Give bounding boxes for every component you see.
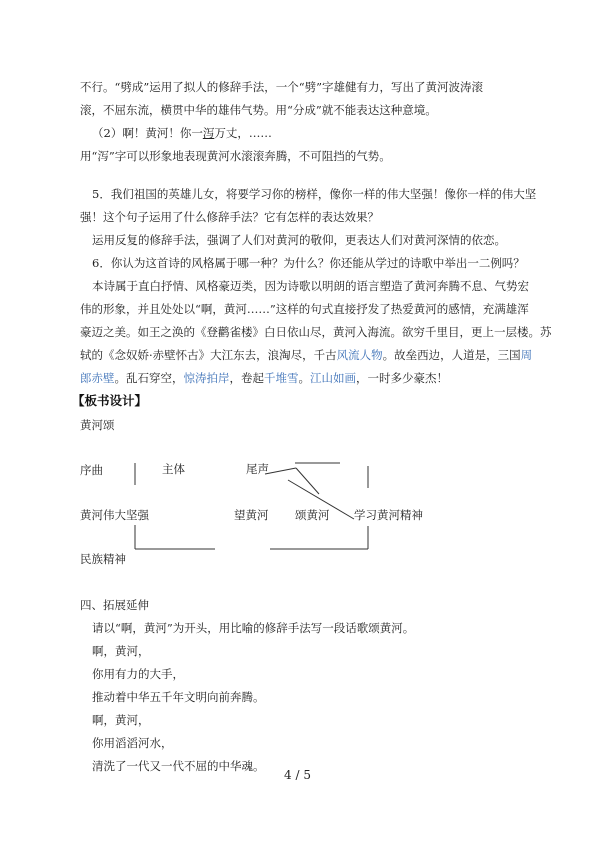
text-span: 。 <box>298 371 310 385</box>
board-praise: 颂黄河 <box>295 508 330 522</box>
poem-line: 啊，黄河， <box>92 713 150 727</box>
board-spirit: 民族精神 <box>80 552 126 566</box>
answer-5: 运用反复的修辞手法，强调了人们对黄河的敬仰，更表达人们对黄河深情的依恋。 <box>92 233 506 247</box>
section-4-instruction: 请以“啊，黄河”为开头，用比喻的修辞手法写一段话歌颂黄河。 <box>92 621 415 635</box>
question-5-line: 强！这个句子运用了什么修辞手法？它有怎样的表达效果？ <box>80 210 379 224</box>
text-span: 轼的《念奴娇·赤壁怀古》大江东去，浪淘尽，千古 <box>80 348 337 362</box>
text-line: 用“泻”字可以形象地表现黄河水滚滚奔腾，不可阻挡的气势。 <box>80 149 391 163</box>
answer-6-line: 本诗属于直白抒情、风格豪迈类，因为诗歌以明朗的语言塑造了黄河奔腾不息、气势宏 <box>92 279 529 293</box>
text-span: 。乱石穿空， <box>114 371 184 385</box>
board-prelude: 序曲 <box>80 463 103 477</box>
board-design-heading: 【板书设计】 <box>72 393 148 408</box>
connector-line <box>265 468 296 474</box>
underlined-char: 泻 <box>202 126 215 140</box>
text-span: ，一时多少豪杰！ <box>356 371 448 385</box>
link-jiangshan[interactable]: 江山如画 <box>310 371 356 385</box>
answer-6-line: 伟的形象，并且处处以“啊，黄河……”这样的句式直接抒发了热爱黄河的感情，充满雄浑 <box>80 302 529 316</box>
connector-line <box>296 468 319 494</box>
link-zhou[interactable]: 周 <box>520 348 533 362</box>
link-jingtao[interactable]: 惊涛拍岸 <box>183 371 230 385</box>
link-fengliu[interactable]: 风流人物 <box>336 348 383 362</box>
board-learn: 学习黄河精神 <box>354 508 423 522</box>
board-great: 黄河伟大坚强 <box>80 508 149 522</box>
link-qianduixue[interactable]: 千堆雪 <box>264 371 299 385</box>
board-title: 黄河颂 <box>80 418 115 432</box>
text-span: 。故垒西边，人道是，三国 <box>382 348 521 362</box>
poem-line: 清洗了一代又一代不屈的中华魂。 <box>92 759 265 773</box>
question-5-line: 5．我们祖国的英雄儿女，将要学习你的榜样，像你一样的伟大坚强！像你一样的伟大坚 <box>92 187 537 201</box>
board-main-body: 主体 <box>162 462 185 476</box>
page-number: 4 / 5 <box>284 768 311 782</box>
text-span: ，卷起 <box>229 371 264 385</box>
text-line: 滚，不屈东流，横贯中华的雄伟气势。用“分成”就不能表达这种意境。 <box>80 103 437 117</box>
section-4-heading: 四、拓展延伸 <box>80 598 149 612</box>
link-zhoulang[interactable]: 郎赤壁 <box>80 371 115 385</box>
question-6: 6．你认为这首诗的风格属于哪一种？为什么？你还能从学过的诗歌中举出一二例吗？ <box>92 256 525 270</box>
text-line: 不行。“劈成”运用了拟人的修辞手法，一个“劈”字雄健有力，写出了黄河波涛滚 <box>80 80 484 94</box>
poem-line: 你用滔滔河水， <box>92 736 173 750</box>
poem-line: 你用有力的大手， <box>92 667 184 681</box>
poem-line: 推动着中华五千年文明向前奔腾。 <box>92 690 265 704</box>
board-coda: 尾声 <box>246 462 269 476</box>
poem-line: 啊，黄河， <box>92 644 150 658</box>
quote-suffix: 万丈，…… <box>214 126 272 140</box>
answer-6-line: 豪迈之美。如王之涣的《登鹳雀楼》白日依山尽，黄河入海流。欲穷千里目，更上一层楼。苏 <box>80 325 552 339</box>
quote-prefix: （2）啊！黄河！你一 <box>92 126 203 140</box>
board-watch: 望黄河 <box>234 508 269 522</box>
